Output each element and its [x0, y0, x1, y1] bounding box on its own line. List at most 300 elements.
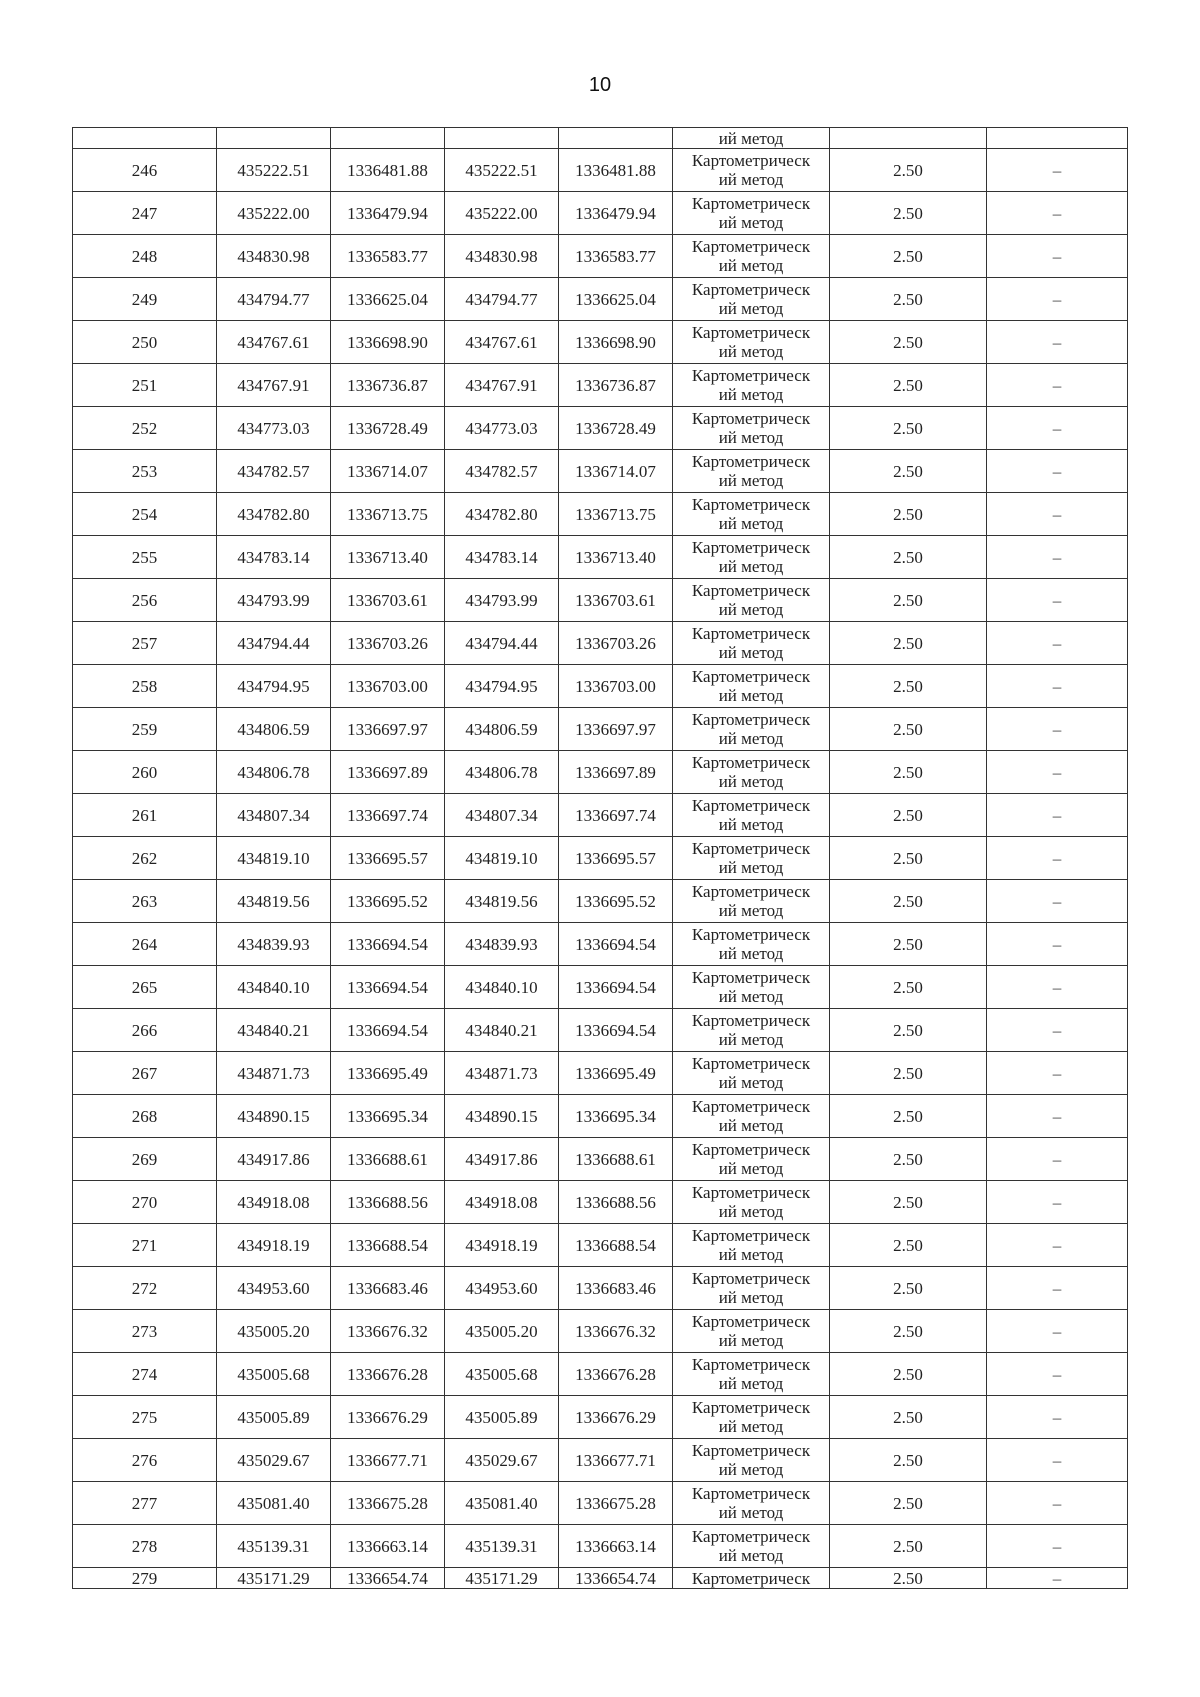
cell-y-existing: 1336713.75	[331, 493, 445, 536]
cell-note: –	[987, 407, 1128, 450]
cell-y-new: 1336676.29	[559, 1396, 673, 1439]
cell-method	[673, 407, 830, 450]
method-line-2: ий метод	[718, 987, 784, 1006]
method-line-2: ий метод	[718, 901, 784, 920]
table-row	[73, 1138, 1128, 1181]
method-line-2: ий метод	[718, 299, 784, 318]
method-line-1: Картометрическ	[691, 968, 811, 987]
cell-x-new: 435139.31	[445, 1525, 559, 1568]
cell-x-new: 434918.19	[445, 1224, 559, 1267]
cell-x-existing: 434890.15	[217, 1095, 331, 1138]
cell-method	[673, 1310, 830, 1353]
cell-method	[673, 880, 830, 923]
table-body	[73, 128, 1128, 1589]
cell-method	[673, 1181, 830, 1224]
cell-x-existing: 434782.80	[217, 493, 331, 536]
method-line-2: ий метод	[718, 428, 784, 447]
table-row	[73, 708, 1128, 751]
method-line-1: Картометрическ	[691, 581, 811, 600]
table-row	[73, 407, 1128, 450]
cell-note: –	[987, 1482, 1128, 1525]
cell-x-new: 434806.59	[445, 708, 559, 751]
cell-note: –	[987, 235, 1128, 278]
cell-method	[673, 1224, 830, 1267]
cell-note	[987, 128, 1128, 149]
cell-method	[673, 1009, 830, 1052]
cell-method	[673, 149, 830, 192]
cell-x-new: 435005.20	[445, 1310, 559, 1353]
cell-accuracy: 2.50	[830, 364, 987, 407]
cell-x-existing: 434819.56	[217, 880, 331, 923]
cell-y-new: 1336698.90	[559, 321, 673, 364]
cell-point-number: 267	[73, 1052, 217, 1095]
cell-x-existing: 434839.93	[217, 923, 331, 966]
cell-accuracy: 2.50	[830, 579, 987, 622]
method-line-2: ий метод	[718, 1460, 784, 1479]
cell-point-number: 270	[73, 1181, 217, 1224]
cell-note: –	[987, 837, 1128, 880]
table-row	[73, 192, 1128, 235]
table-row	[73, 364, 1128, 407]
cell-x-new: 434917.86	[445, 1138, 559, 1181]
cell-point-number: 273	[73, 1310, 217, 1353]
cell-point-number: 269	[73, 1138, 217, 1181]
cell-accuracy: 2.50	[830, 622, 987, 665]
cell-x-new	[445, 128, 559, 149]
cell-y-new: 1336695.49	[559, 1052, 673, 1095]
cell-x-new: 434819.10	[445, 837, 559, 880]
page-number: 10	[588, 74, 612, 96]
cell-point-number: 246	[73, 149, 217, 192]
method-line-2: ий метод	[718, 213, 784, 232]
cell-note: –	[987, 966, 1128, 1009]
cell-method	[673, 622, 830, 665]
cell-accuracy: 2.50	[830, 1568, 987, 1589]
cell-y-existing: 1336697.97	[331, 708, 445, 751]
method-line-2: ий метод	[718, 1159, 784, 1178]
cell-note: –	[987, 751, 1128, 794]
method-line-1: Картометрическ	[691, 194, 811, 213]
cell-y-existing: 1336583.77	[331, 235, 445, 278]
cell-accuracy: 2.50	[830, 1181, 987, 1224]
continued-row	[73, 128, 1128, 149]
table-row	[73, 794, 1128, 837]
cell-y-new	[559, 128, 673, 149]
method-line-2: ий метод	[718, 514, 784, 533]
cell-note: –	[987, 1052, 1128, 1095]
cell-x-new: 434871.73	[445, 1052, 559, 1095]
cell-point-number: 254	[73, 493, 217, 536]
cell-accuracy: 2.50	[830, 1267, 987, 1310]
cell-accuracy: 2.50	[830, 1009, 987, 1052]
cell-y-new: 1336677.71	[559, 1439, 673, 1482]
method-line-2: ий метод	[718, 729, 784, 748]
cell-method	[673, 1052, 830, 1095]
cell-method	[673, 665, 830, 708]
cell-y-existing: 1336688.56	[331, 1181, 445, 1224]
cell-note: –	[987, 149, 1128, 192]
table-row	[73, 837, 1128, 880]
cell-y-new: 1336713.75	[559, 493, 673, 536]
cell-x-new: 435171.29	[445, 1568, 559, 1589]
cell-accuracy: 2.50	[830, 407, 987, 450]
method-line-1: Картометрическ	[691, 1312, 811, 1331]
cell-point-number: 253	[73, 450, 217, 493]
cell-point-number: 279	[73, 1568, 217, 1589]
table-row	[73, 1052, 1128, 1095]
cell-y-new: 1336695.52	[559, 880, 673, 923]
cell-x-existing: 434783.14	[217, 536, 331, 579]
cell-y-new: 1336703.26	[559, 622, 673, 665]
table-row	[73, 880, 1128, 923]
cell-x-new: 434773.03	[445, 407, 559, 450]
cell-y-new: 1336676.28	[559, 1353, 673, 1396]
cell-method	[673, 708, 830, 751]
cell-y-existing: 1336694.54	[331, 966, 445, 1009]
cell-y-existing: 1336728.49	[331, 407, 445, 450]
method-line-2: ий метод	[718, 1073, 784, 1092]
cell-accuracy: 2.50	[830, 1353, 987, 1396]
method-line-1: Картометрическ	[691, 151, 811, 170]
method-line-2: ий метод	[718, 385, 784, 404]
cell-method	[673, 1396, 830, 1439]
method-line-2: ий метод	[718, 1202, 784, 1221]
cell-accuracy: 2.50	[830, 1482, 987, 1525]
cell-y-new: 1336676.32	[559, 1310, 673, 1353]
cell-x-new: 434794.95	[445, 665, 559, 708]
cell-method	[673, 1095, 830, 1138]
method-line-1: Картометрическ	[691, 1097, 811, 1116]
table-row	[73, 1353, 1128, 1396]
table-row	[73, 751, 1128, 794]
cell-method	[673, 1525, 830, 1568]
cell-y-new: 1336694.54	[559, 966, 673, 1009]
cell-point-number: 277	[73, 1482, 217, 1525]
cell-accuracy: 2.50	[830, 794, 987, 837]
cell-accuracy: 2.50	[830, 149, 987, 192]
cell-y-new: 1336481.88	[559, 149, 673, 192]
cell-x-existing: 434806.59	[217, 708, 331, 751]
cell-y-new: 1336714.07	[559, 450, 673, 493]
cell-accuracy	[830, 128, 987, 149]
method-line-2: ий метод	[718, 600, 784, 619]
cell-x-existing: 434918.19	[217, 1224, 331, 1267]
cell-x-existing: 434794.44	[217, 622, 331, 665]
cell-y-new: 1336695.34	[559, 1095, 673, 1138]
cell-x-new: 435005.89	[445, 1396, 559, 1439]
method-line-1: Картометрическ	[691, 1269, 811, 1288]
method-line-1: Картометрическ	[691, 280, 811, 299]
cell-accuracy: 2.50	[830, 1095, 987, 1138]
method-line-1: Картометрическ	[691, 796, 811, 815]
cell-x-new: 434767.91	[445, 364, 559, 407]
cell-x-existing: 435029.67	[217, 1439, 331, 1482]
cell-method	[673, 1353, 830, 1396]
cell-x-new: 435081.40	[445, 1482, 559, 1525]
cell-point-number: 255	[73, 536, 217, 579]
cell-x-new: 434767.61	[445, 321, 559, 364]
cell-note: –	[987, 1525, 1128, 1568]
cell-note: –	[987, 1138, 1128, 1181]
table-row-last	[73, 1568, 1128, 1589]
cell-accuracy: 2.50	[830, 493, 987, 536]
cell-x-existing	[217, 128, 331, 149]
table-row	[73, 1525, 1128, 1568]
method-line-1: Картометрическ	[691, 409, 811, 428]
cell-x-existing: 434794.95	[217, 665, 331, 708]
cell-point-number: 278	[73, 1525, 217, 1568]
cell-x-existing: 435171.29	[217, 1568, 331, 1589]
cell-accuracy: 2.50	[830, 1439, 987, 1482]
cell-method	[673, 1267, 830, 1310]
method-line-2: ий метод	[718, 1245, 784, 1264]
method-line-1: Картометрическ	[691, 323, 811, 342]
cell-y-existing: 1336688.61	[331, 1138, 445, 1181]
cell-x-new: 434840.10	[445, 966, 559, 1009]
cell-note: –	[987, 1009, 1128, 1052]
cell-note: –	[987, 880, 1128, 923]
cell-note: –	[987, 321, 1128, 364]
cell-note: –	[987, 1353, 1128, 1396]
cell-method	[673, 1482, 830, 1525]
cell-point-number	[73, 128, 217, 149]
cell-method	[673, 1439, 830, 1482]
cell-note: –	[987, 364, 1128, 407]
cell-y-existing: 1336697.89	[331, 751, 445, 794]
method-line-1: Картометрическ	[691, 624, 811, 643]
cell-method	[673, 751, 830, 794]
cell-note: –	[987, 536, 1128, 579]
method-line-1: Картометрическ	[691, 839, 811, 858]
cell-note: –	[987, 1396, 1128, 1439]
cell-point-number: 259	[73, 708, 217, 751]
cell-y-new: 1336694.54	[559, 1009, 673, 1052]
cell-point-number: 274	[73, 1353, 217, 1396]
method-line-1: Картометрическ	[691, 1398, 811, 1417]
cell-note: –	[987, 1224, 1128, 1267]
method-line-1: Картометрическ	[691, 1011, 811, 1030]
cell-note: –	[987, 450, 1128, 493]
method-line-2: ий метод	[718, 1116, 784, 1135]
method-line-2: ий метод	[718, 1288, 784, 1307]
cell-x-existing: 434793.99	[217, 579, 331, 622]
cell-point-number: 265	[73, 966, 217, 1009]
cell-x-new: 434782.80	[445, 493, 559, 536]
cell-note: –	[987, 923, 1128, 966]
cell-y-existing: 1336695.57	[331, 837, 445, 880]
cell-y-new: 1336675.28	[559, 1482, 673, 1525]
cell-y-new: 1336728.49	[559, 407, 673, 450]
cell-x-new: 435029.67	[445, 1439, 559, 1482]
method-line-1: Картометрическ	[691, 1355, 811, 1374]
table-row	[73, 1181, 1128, 1224]
cell-accuracy: 2.50	[830, 665, 987, 708]
cell-y-new: 1336697.74	[559, 794, 673, 837]
cell-x-existing: 434773.03	[217, 407, 331, 450]
cell-point-number: 266	[73, 1009, 217, 1052]
cell-x-new: 434819.56	[445, 880, 559, 923]
method-line-1: Картометрическ	[691, 1441, 811, 1460]
table-row	[73, 622, 1128, 665]
table-row	[73, 1396, 1128, 1439]
cell-y-existing: 1336479.94	[331, 192, 445, 235]
table-row	[73, 149, 1128, 192]
cell-y-new: 1336703.00	[559, 665, 673, 708]
cell-point-number: 263	[73, 880, 217, 923]
cell-accuracy: 2.50	[830, 321, 987, 364]
cell-point-number: 262	[73, 837, 217, 880]
cell-y-existing: 1336694.54	[331, 1009, 445, 1052]
cell-x-new: 434807.34	[445, 794, 559, 837]
cell-x-existing: 434953.60	[217, 1267, 331, 1310]
cell-method	[673, 966, 830, 1009]
cell-method: Картометрическ	[673, 1568, 830, 1589]
cell-y-new: 1336697.97	[559, 708, 673, 751]
method-line-1: Картометрическ	[691, 366, 811, 385]
cell-y-new: 1336688.61	[559, 1138, 673, 1181]
method-line-2: ий метод	[718, 944, 784, 963]
cell-y-new: 1336688.56	[559, 1181, 673, 1224]
cell-x-new: 434839.93	[445, 923, 559, 966]
cell-point-number: 260	[73, 751, 217, 794]
cell-point-number: 272	[73, 1267, 217, 1310]
cell-y-existing: 1336676.29	[331, 1396, 445, 1439]
cell-accuracy: 2.50	[830, 1525, 987, 1568]
method-line-2: ий метод	[718, 1030, 784, 1049]
method-line-1: Картометрическ	[691, 1484, 811, 1503]
table-row	[73, 450, 1128, 493]
cell-x-existing: 434917.86	[217, 1138, 331, 1181]
cell-y-existing: 1336714.07	[331, 450, 445, 493]
cell-y-existing: 1336695.34	[331, 1095, 445, 1138]
cell-accuracy: 2.50	[830, 966, 987, 1009]
method-line-1: Картометрическ	[691, 495, 811, 514]
cell-x-existing: 435005.20	[217, 1310, 331, 1353]
table-row	[73, 493, 1128, 536]
cell-accuracy: 2.50	[830, 1310, 987, 1353]
cell-y-existing: 1336694.54	[331, 923, 445, 966]
cell-x-existing: 435222.00	[217, 192, 331, 235]
cell-note: –	[987, 622, 1128, 665]
table-row	[73, 1009, 1128, 1052]
cell-x-new: 434840.21	[445, 1009, 559, 1052]
cell-y-existing: 1336698.90	[331, 321, 445, 364]
cell-point-number: 256	[73, 579, 217, 622]
cell-accuracy: 2.50	[830, 235, 987, 278]
cell-accuracy: 2.50	[830, 1052, 987, 1095]
table-row	[73, 966, 1128, 1009]
method-line-1: Картометрическ	[691, 1054, 811, 1073]
cell-x-new: 434953.60	[445, 1267, 559, 1310]
method-line-2: ий метод	[718, 1546, 784, 1565]
cell-y-existing: 1336736.87	[331, 364, 445, 407]
cell-x-new: 435222.51	[445, 149, 559, 192]
cell-x-existing: 434767.61	[217, 321, 331, 364]
cell-accuracy: 2.50	[830, 278, 987, 321]
cell-x-existing: 434918.08	[217, 1181, 331, 1224]
cell-x-new: 434794.77	[445, 278, 559, 321]
method-line-1: Картометрическ	[691, 1527, 811, 1546]
cell-y-existing: 1336713.40	[331, 536, 445, 579]
cell-method	[673, 536, 830, 579]
table-row	[73, 1439, 1128, 1482]
cell-y-existing: 1336654.74	[331, 1568, 445, 1589]
cell-y-new: 1336654.74	[559, 1568, 673, 1589]
cell-y-existing: 1336683.46	[331, 1267, 445, 1310]
cell-x-new: 434782.57	[445, 450, 559, 493]
cell-x-existing: 435139.31	[217, 1525, 331, 1568]
cell-method	[673, 192, 830, 235]
cell-y-existing: 1336676.32	[331, 1310, 445, 1353]
method-line-1: Картометрическ	[691, 882, 811, 901]
cell-note: –	[987, 192, 1128, 235]
cell-y-new: 1336663.14	[559, 1525, 673, 1568]
table-row	[73, 579, 1128, 622]
cell-point-number: 257	[73, 622, 217, 665]
cell-note: –	[987, 794, 1128, 837]
cell-note: –	[987, 1095, 1128, 1138]
cell-y-existing: 1336625.04	[331, 278, 445, 321]
method-line-1: Картометрическ	[691, 538, 811, 557]
cell-x-existing: 434782.57	[217, 450, 331, 493]
cell-x-existing: 435005.89	[217, 1396, 331, 1439]
cell-method	[673, 235, 830, 278]
method-line-2: ий метод	[718, 643, 784, 662]
table-row	[73, 1095, 1128, 1138]
table-row	[73, 278, 1128, 321]
cell-method	[673, 364, 830, 407]
cell-method	[673, 321, 830, 364]
cell-point-number: 261	[73, 794, 217, 837]
cell-y-existing: 1336676.28	[331, 1353, 445, 1396]
method-line-2: ий метод	[718, 772, 784, 791]
cell-note: –	[987, 1267, 1128, 1310]
cell-note: –	[987, 708, 1128, 751]
cell-method	[673, 579, 830, 622]
cell-y-new: 1336697.89	[559, 751, 673, 794]
coordinates-table	[72, 127, 1128, 1589]
cell-x-existing: 434830.98	[217, 235, 331, 278]
cell-point-number: 258	[73, 665, 217, 708]
cell-x-existing: 434806.78	[217, 751, 331, 794]
method-line-1: Картометрическ	[691, 1226, 811, 1245]
cell-y-existing: 1336688.54	[331, 1224, 445, 1267]
cell-point-number: 251	[73, 364, 217, 407]
cell-x-new: 434793.99	[445, 579, 559, 622]
cell-x-new: 434806.78	[445, 751, 559, 794]
cell-method	[673, 493, 830, 536]
method-line-2: ий метод	[718, 1331, 784, 1350]
cell-y-existing: 1336695.49	[331, 1052, 445, 1095]
cell-point-number: 268	[73, 1095, 217, 1138]
cell-accuracy: 2.50	[830, 536, 987, 579]
table-row	[73, 1267, 1128, 1310]
method-line-1: Картометрическ	[691, 710, 811, 729]
table-row	[73, 536, 1128, 579]
cell-y-existing: 1336677.71	[331, 1439, 445, 1482]
cell-method	[673, 794, 830, 837]
cell-point-number: 248	[73, 235, 217, 278]
table-row	[73, 923, 1128, 966]
cell-point-number: 250	[73, 321, 217, 364]
method-line-2: ий метод	[718, 1503, 784, 1522]
cell-accuracy: 2.50	[830, 751, 987, 794]
cell-y-existing: 1336703.26	[331, 622, 445, 665]
cell-y-existing: 1336695.52	[331, 880, 445, 923]
cell-note: –	[987, 493, 1128, 536]
cell-note: –	[987, 278, 1128, 321]
cell-x-new: 434783.14	[445, 536, 559, 579]
